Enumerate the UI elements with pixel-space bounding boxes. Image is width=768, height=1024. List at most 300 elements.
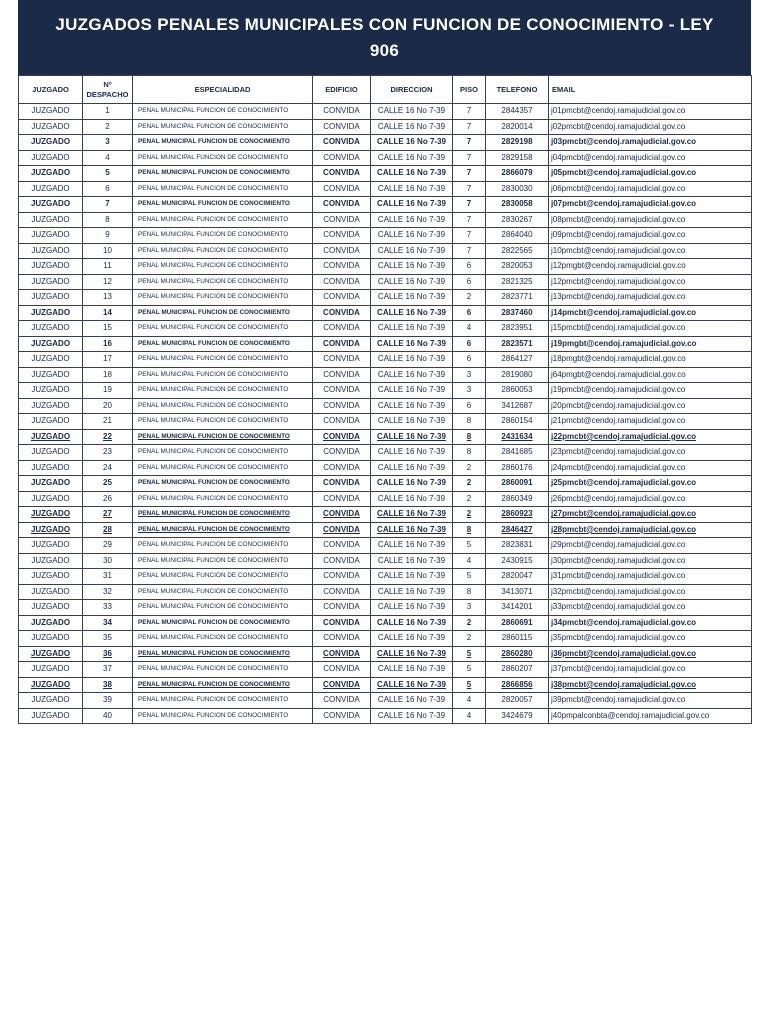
table-row — [19, 662, 752, 678]
table-row — [19, 429, 752, 445]
especialidad-cell: PENAL MUNICIPAL FUNCION DE CONOCIMIENTO — [133, 352, 313, 368]
table-row — [19, 507, 752, 523]
edificio-cell: CONVIDA — [313, 600, 371, 616]
email-cell: j40pmpalconbta@cendoj.ramajudicial.gov.co — [549, 708, 752, 724]
despacho-cell: 9 — [83, 228, 133, 244]
despacho-cell: 16 — [83, 336, 133, 352]
especialidad-cell: PENAL MUNICIPAL FUNCION DE CONOCIMIENTO — [133, 398, 313, 414]
direccion-cell: CALLE 16 No 7-39 — [371, 507, 453, 523]
juzgado-cell: JUZGADO — [19, 631, 83, 647]
especialidad-cell: PENAL MUNICIPAL FUNCION DE CONOCIMIENTO — [133, 414, 313, 430]
edificio-cell: CONVIDA — [313, 166, 371, 182]
direccion-cell: CALLE 16 No 7-39 — [371, 367, 453, 383]
despacho-cell: 34 — [83, 615, 133, 631]
telefono-cell: 2860091 — [486, 476, 549, 492]
direccion-cell: CALLE 16 No 7-39 — [371, 212, 453, 228]
juzgado-cell: JUZGADO — [19, 119, 83, 135]
telefono-cell: 2821325 — [486, 274, 549, 290]
especialidad-cell: PENAL MUNICIPAL FUNCION DE CONOCIMIENTO — [133, 569, 313, 585]
email-cell: j19pmcbt@cendoj.ramajudicial.gov.co — [549, 383, 752, 399]
direccion-cell: CALLE 16 No 7-39 — [371, 569, 453, 585]
email-cell: j02pmcbt@cendoj.ramajudicial.gov.co — [549, 119, 752, 135]
telefono-cell: 2830030 — [486, 181, 549, 197]
email-cell: j31pmcbt@cendoj.ramajudicial.gov.co — [549, 569, 752, 585]
despacho-cell: 7 — [83, 197, 133, 213]
piso-cell: 7 — [453, 243, 486, 259]
table-row — [19, 228, 752, 244]
juzgado-cell: JUZGADO — [19, 290, 83, 306]
despacho-cell: 20 — [83, 398, 133, 414]
especialidad-cell: PENAL MUNICIPAL FUNCION DE CONOCIMIENTO — [133, 181, 313, 197]
email-cell: j18pmgbt@cendoj.ramajudicial.gov.co — [549, 352, 752, 368]
table-body — [19, 104, 752, 724]
telefono-cell: 2830058 — [486, 197, 549, 213]
despacho-cell: 28 — [83, 522, 133, 538]
juzgado-cell: JUZGADO — [19, 166, 83, 182]
juzgado-cell: JUZGADO — [19, 569, 83, 585]
especialidad-cell: PENAL MUNICIPAL FUNCION DE CONOCIMIENTO — [133, 197, 313, 213]
edificio-cell: CONVIDA — [313, 321, 371, 337]
telefono-cell: 2846427 — [486, 522, 549, 538]
table-row — [19, 631, 752, 647]
especialidad-cell: PENAL MUNICIPAL FUNCION DE CONOCIMIENTO — [133, 367, 313, 383]
especialidad-cell: PENAL MUNICIPAL FUNCION DE CONOCIMIENTO — [133, 693, 313, 709]
piso-cell: 6 — [453, 336, 486, 352]
despacho-cell: 37 — [83, 662, 133, 678]
juzgado-cell: JUZGADO — [19, 135, 83, 151]
piso-cell: 2 — [453, 460, 486, 476]
especialidad-cell: PENAL MUNICIPAL FUNCION DE CONOCIMIENTO — [133, 228, 313, 244]
edificio-cell: CONVIDA — [313, 553, 371, 569]
direccion-cell: CALLE 16 No 7-39 — [371, 476, 453, 492]
direccion-cell: CALLE 16 No 7-39 — [371, 135, 453, 151]
juzgado-cell: JUZGADO — [19, 708, 83, 724]
telefono-cell: 2829198 — [486, 135, 549, 151]
direccion-cell: CALLE 16 No 7-39 — [371, 631, 453, 647]
email-cell: j07pmcbt@cendoj.ramajudicial.gov.co — [549, 197, 752, 213]
edificio-cell: CONVIDA — [313, 491, 371, 507]
piso-cell: 4 — [453, 708, 486, 724]
juzgado-cell: JUZGADO — [19, 352, 83, 368]
direccion-cell: CALLE 16 No 7-39 — [371, 445, 453, 461]
direccion-cell: CALLE 16 No 7-39 — [371, 615, 453, 631]
edificio-cell: CONVIDA — [313, 383, 371, 399]
edificio-cell: CONVIDA — [313, 507, 371, 523]
direccion-cell: CALLE 16 No 7-39 — [371, 522, 453, 538]
direccion-cell: CALLE 16 No 7-39 — [371, 243, 453, 259]
direccion-cell: CALLE 16 No 7-39 — [371, 259, 453, 275]
juzgado-cell: JUZGADO — [19, 584, 83, 600]
table-row — [19, 476, 752, 492]
juzgado-cell: JUZGADO — [19, 491, 83, 507]
piso-cell: 2 — [453, 476, 486, 492]
edificio-cell: CONVIDA — [313, 677, 371, 693]
telefono-cell: 2860349 — [486, 491, 549, 507]
table-row — [19, 336, 752, 352]
column-header: PISO — [453, 76, 486, 104]
especialidad-cell: PENAL MUNICIPAL FUNCION DE CONOCIMIENTO — [133, 522, 313, 538]
edificio-cell: CONVIDA — [313, 414, 371, 430]
despacho-cell: 21 — [83, 414, 133, 430]
telefono-cell: 2822565 — [486, 243, 549, 259]
juzgado-cell: JUZGADO — [19, 646, 83, 662]
table-row — [19, 569, 752, 585]
edificio-cell: CONVIDA — [313, 197, 371, 213]
direccion-cell: CALLE 16 No 7-39 — [371, 460, 453, 476]
edificio-cell: CONVIDA — [313, 305, 371, 321]
edificio-cell: CONVIDA — [313, 135, 371, 151]
juzgado-cell: JUZGADO — [19, 398, 83, 414]
table-row — [19, 445, 752, 461]
edificio-cell: CONVIDA — [313, 646, 371, 662]
despacho-cell: 33 — [83, 600, 133, 616]
piso-cell: 8 — [453, 584, 486, 600]
piso-cell: 7 — [453, 228, 486, 244]
especialidad-cell: PENAL MUNICIPAL FUNCION DE CONOCIMIENTO — [133, 104, 313, 120]
edificio-cell: CONVIDA — [313, 631, 371, 647]
telefono-cell: 2860923 — [486, 507, 549, 523]
piso-cell: 3 — [453, 383, 486, 399]
email-cell: j12pmgbt@cendoj.ramajudicial.gov.co — [549, 259, 752, 275]
piso-cell: 6 — [453, 352, 486, 368]
email-cell: j35pmcbt@cendoj.ramajudicial.gov.co — [549, 631, 752, 647]
piso-cell: 6 — [453, 259, 486, 275]
table-row — [19, 693, 752, 709]
table-row — [19, 321, 752, 337]
table-row — [19, 274, 752, 290]
piso-cell: 7 — [453, 135, 486, 151]
edificio-cell: CONVIDA — [313, 429, 371, 445]
edificio-cell: CONVIDA — [313, 150, 371, 166]
telefono-cell: 2823951 — [486, 321, 549, 337]
piso-cell: 2 — [453, 507, 486, 523]
direccion-cell: CALLE 16 No 7-39 — [371, 321, 453, 337]
juzgado-cell: JUZGADO — [19, 212, 83, 228]
direccion-cell: CALLE 16 No 7-39 — [371, 181, 453, 197]
email-cell: j21pmcbt@cendoj.ramajudicial.gov.co — [549, 414, 752, 430]
despacho-cell: 31 — [83, 569, 133, 585]
telefono-cell: 2860053 — [486, 383, 549, 399]
telefono-cell: 2860280 — [486, 646, 549, 662]
despacho-cell: 29 — [83, 538, 133, 554]
juzgado-cell: JUZGADO — [19, 259, 83, 275]
email-cell: j25pmcbt@cendoj.ramajudicial.gov.co — [549, 476, 752, 492]
piso-cell: 7 — [453, 212, 486, 228]
especialidad-cell: PENAL MUNICIPAL FUNCION DE CONOCIMIENTO — [133, 321, 313, 337]
table-row — [19, 553, 752, 569]
juzgado-cell: JUZGADO — [19, 429, 83, 445]
especialidad-cell: PENAL MUNICIPAL FUNCION DE CONOCIMIENTO — [133, 646, 313, 662]
edificio-cell: CONVIDA — [313, 352, 371, 368]
piso-cell: 3 — [453, 600, 486, 616]
email-cell: j14pmcbt@cendoj.ramajudicial.gov.co — [549, 305, 752, 321]
table-row — [19, 398, 752, 414]
piso-cell: 2 — [453, 290, 486, 306]
piso-cell: 7 — [453, 150, 486, 166]
especialidad-cell: PENAL MUNICIPAL FUNCION DE CONOCIMIENTO — [133, 212, 313, 228]
juzgado-cell: JUZGADO — [19, 522, 83, 538]
especialidad-cell: PENAL MUNICIPAL FUNCION DE CONOCIMIENTO — [133, 150, 313, 166]
piso-cell: 6 — [453, 305, 486, 321]
direccion-cell: CALLE 16 No 7-39 — [371, 119, 453, 135]
table-row — [19, 135, 752, 151]
despacho-cell: 22 — [83, 429, 133, 445]
especialidad-cell: PENAL MUNICIPAL FUNCION DE CONOCIMIENTO — [133, 491, 313, 507]
direccion-cell: CALLE 16 No 7-39 — [371, 646, 453, 662]
email-cell: j37pmcbt@cendoj.ramajudicial.gov.co — [549, 662, 752, 678]
piso-cell: 8 — [453, 429, 486, 445]
edificio-cell: CONVIDA — [313, 398, 371, 414]
table-row — [19, 491, 752, 507]
edificio-cell: CONVIDA — [313, 243, 371, 259]
despacho-cell: 18 — [83, 367, 133, 383]
edificio-cell: CONVIDA — [313, 336, 371, 352]
telefono-cell: 2866856 — [486, 677, 549, 693]
despacho-cell: 24 — [83, 460, 133, 476]
table-row — [19, 197, 752, 213]
email-cell: j15pmcbt@cendoj.ramajudicial.gov.co — [549, 321, 752, 337]
juzgado-cell: JUZGADO — [19, 243, 83, 259]
direccion-cell: CALLE 16 No 7-39 — [371, 538, 453, 554]
email-cell: j06pmcbt@cendoj.ramajudicial.gov.co — [549, 181, 752, 197]
piso-cell: 8 — [453, 414, 486, 430]
especialidad-cell: PENAL MUNICIPAL FUNCION DE CONOCIMIENTO — [133, 243, 313, 259]
piso-cell: 6 — [453, 398, 486, 414]
edificio-cell: CONVIDA — [313, 212, 371, 228]
juzgado-cell: JUZGADO — [19, 383, 83, 399]
telefono-cell: 2860154 — [486, 414, 549, 430]
especialidad-cell: PENAL MUNICIPAL FUNCION DE CONOCIMIENTO — [133, 274, 313, 290]
edificio-cell: CONVIDA — [313, 615, 371, 631]
telefono-cell: 2820053 — [486, 259, 549, 275]
direccion-cell: CALLE 16 No 7-39 — [371, 305, 453, 321]
direccion-cell: CALLE 16 No 7-39 — [371, 383, 453, 399]
despacho-cell: 17 — [83, 352, 133, 368]
telefono-cell: 2819080 — [486, 367, 549, 383]
juzgado-cell: JUZGADO — [19, 538, 83, 554]
direccion-cell: CALLE 16 No 7-39 — [371, 414, 453, 430]
piso-cell: 5 — [453, 646, 486, 662]
especialidad-cell: PENAL MUNICIPAL FUNCION DE CONOCIMIENTO — [133, 584, 313, 600]
telefono-cell: 2864127 — [486, 352, 549, 368]
table-row — [19, 305, 752, 321]
email-cell: j04pmcbt@cendoj.ramajudicial.gov.co — [549, 150, 752, 166]
telefono-cell: 2823571 — [486, 336, 549, 352]
especialidad-cell: PENAL MUNICIPAL FUNCION DE CONOCIMIENTO — [133, 119, 313, 135]
edificio-cell: CONVIDA — [313, 367, 371, 383]
table-row — [19, 460, 752, 476]
email-cell: j32pmcbt@cendoj.ramajudicial.gov.co — [549, 584, 752, 600]
juzgado-cell: JUZGADO — [19, 445, 83, 461]
despacho-cell: 40 — [83, 708, 133, 724]
juzgado-cell: JUZGADO — [19, 321, 83, 337]
edificio-cell: CONVIDA — [313, 274, 371, 290]
telefono-cell: 2823831 — [486, 538, 549, 554]
despacho-cell: 12 — [83, 274, 133, 290]
edificio-cell: CONVIDA — [313, 476, 371, 492]
email-cell: j39pmcbt@cendoj.ramajudicial.gov.co — [549, 693, 752, 709]
document-title: JUZGADOS PENALES MUNICIPALES CON FUNCION DE CONOCIMIENTO - LEY 906 — [55, 14, 714, 60]
juzgado-cell: JUZGADO — [19, 476, 83, 492]
especialidad-cell: PENAL MUNICIPAL FUNCION DE CONOCIMIENTO — [133, 631, 313, 647]
despacho-cell: 38 — [83, 677, 133, 693]
table-row — [19, 104, 752, 120]
edificio-cell: CONVIDA — [313, 181, 371, 197]
despacho-cell: 35 — [83, 631, 133, 647]
telefono-cell: 3412687 — [486, 398, 549, 414]
direccion-cell: CALLE 16 No 7-39 — [371, 677, 453, 693]
juzgado-cell: JUZGADO — [19, 615, 83, 631]
email-cell: j05pmcbt@cendoj.ramajudicial.gov.co — [549, 166, 752, 182]
despacho-cell: 36 — [83, 646, 133, 662]
email-cell: j26pmcbt@cendoj.ramajudicial.gov.co — [549, 491, 752, 507]
telefono-cell: 2820047 — [486, 569, 549, 585]
telefono-cell: 2860691 — [486, 615, 549, 631]
telefono-cell: 2431634 — [486, 429, 549, 445]
telefono-cell: 2830267 — [486, 212, 549, 228]
juzgado-cell: JUZGADO — [19, 228, 83, 244]
juzgado-cell: JUZGADO — [19, 150, 83, 166]
direccion-cell: CALLE 16 No 7-39 — [371, 553, 453, 569]
edificio-cell: CONVIDA — [313, 569, 371, 585]
direccion-cell: CALLE 16 No 7-39 — [371, 197, 453, 213]
piso-cell: 7 — [453, 119, 486, 135]
piso-cell: 2 — [453, 631, 486, 647]
piso-cell: 5 — [453, 569, 486, 585]
telefono-cell: 2866079 — [486, 166, 549, 182]
telefono-cell: 2823771 — [486, 290, 549, 306]
especialidad-cell: PENAL MUNICIPAL FUNCION DE CONOCIMIENTO — [133, 336, 313, 352]
edificio-cell: CONVIDA — [313, 538, 371, 554]
table-row — [19, 367, 752, 383]
table-row — [19, 615, 752, 631]
despacho-cell: 19 — [83, 383, 133, 399]
table-header-row — [19, 76, 752, 104]
table-row — [19, 584, 752, 600]
juzgado-cell: JUZGADO — [19, 507, 83, 523]
direccion-cell: CALLE 16 No 7-39 — [371, 398, 453, 414]
direccion-cell: CALLE 16 No 7-39 — [371, 491, 453, 507]
piso-cell: 2 — [453, 491, 486, 507]
piso-cell: 4 — [453, 321, 486, 337]
email-cell: j27pmcbt@cendoj.ramajudicial.gov.co — [549, 507, 752, 523]
especialidad-cell: PENAL MUNICIPAL FUNCION DE CONOCIMIENTO — [133, 662, 313, 678]
especialidad-cell: PENAL MUNICIPAL FUNCION DE CONOCIMIENTO — [133, 166, 313, 182]
table-row — [19, 600, 752, 616]
edificio-cell: CONVIDA — [313, 460, 371, 476]
direccion-cell: CALLE 16 No 7-39 — [371, 352, 453, 368]
piso-cell: 4 — [453, 553, 486, 569]
piso-cell: 8 — [453, 522, 486, 538]
despacho-cell: 39 — [83, 693, 133, 709]
column-header: DIRECCION — [371, 76, 453, 104]
piso-cell: 5 — [453, 538, 486, 554]
especialidad-cell: PENAL MUNICIPAL FUNCION DE CONOCIMIENTO — [133, 553, 313, 569]
email-cell: j19pmgbt@cendoj.ramajudicial.gov.co — [549, 336, 752, 352]
juzgado-cell: JUZGADO — [19, 336, 83, 352]
column-header: EDIFICIO — [313, 76, 371, 104]
juzgado-cell: JUZGADO — [19, 460, 83, 476]
direccion-cell: CALLE 16 No 7-39 — [371, 290, 453, 306]
table-row — [19, 290, 752, 306]
especialidad-cell: PENAL MUNICIPAL FUNCION DE CONOCIMIENTO — [133, 600, 313, 616]
juzgado-cell: JUZGADO — [19, 181, 83, 197]
especialidad-cell: PENAL MUNICIPAL FUNCION DE CONOCIMIENTO — [133, 615, 313, 631]
table-row — [19, 383, 752, 399]
especialidad-cell: PENAL MUNICIPAL FUNCION DE CONOCIMIENTO — [133, 135, 313, 151]
edificio-cell: CONVIDA — [313, 445, 371, 461]
juzgado-cell: JUZGADO — [19, 677, 83, 693]
especialidad-cell: PENAL MUNICIPAL FUNCION DE CONOCIMIENTO — [133, 445, 313, 461]
telefono-cell: 2820014 — [486, 119, 549, 135]
despacho-cell: 6 — [83, 181, 133, 197]
table-row — [19, 212, 752, 228]
table-row — [19, 646, 752, 662]
email-cell: j03pmcbt@cendoj.ramajudicial.gov.co — [549, 135, 752, 151]
edificio-cell: CONVIDA — [313, 693, 371, 709]
especialidad-cell: PENAL MUNICIPAL FUNCION DE CONOCIMIENTO — [133, 708, 313, 724]
column-header: ESPECIALIDAD — [133, 76, 313, 104]
telefono-cell: 3414201 — [486, 600, 549, 616]
juzgado-cell: JUZGADO — [19, 662, 83, 678]
direccion-cell: CALLE 16 No 7-39 — [371, 708, 453, 724]
edificio-cell: CONVIDA — [313, 290, 371, 306]
email-cell: j22pmcbt@cendoj.ramajudicial.gov.co — [549, 429, 752, 445]
table-row — [19, 150, 752, 166]
juzgados-table — [18, 75, 752, 724]
juzgado-cell: JUZGADO — [19, 553, 83, 569]
direccion-cell: CALLE 16 No 7-39 — [371, 693, 453, 709]
piso-cell: 7 — [453, 166, 486, 182]
edificio-cell: CONVIDA — [313, 119, 371, 135]
juzgado-cell: JUZGADO — [19, 104, 83, 120]
direccion-cell: CALLE 16 No 7-39 — [371, 429, 453, 445]
despacho-cell: 15 — [83, 321, 133, 337]
telefono-cell: 2860115 — [486, 631, 549, 647]
email-cell: j38pmcbt@cendoj.ramajudicial.gov.co — [549, 677, 752, 693]
piso-cell: 8 — [453, 445, 486, 461]
edificio-cell: CONVIDA — [313, 584, 371, 600]
especialidad-cell: PENAL MUNICIPAL FUNCION DE CONOCIMIENTO — [133, 290, 313, 306]
direccion-cell: CALLE 16 No 7-39 — [371, 662, 453, 678]
column-header: Nº DESPACHO — [83, 76, 133, 104]
despacho-cell: 25 — [83, 476, 133, 492]
email-cell: j01pmcbt@cendoj.ramajudicial.gov.co — [549, 104, 752, 120]
especialidad-cell: PENAL MUNICIPAL FUNCION DE CONOCIMIENTO — [133, 460, 313, 476]
email-cell: j23pmcbt@cendoj.ramajudicial.gov.co — [549, 445, 752, 461]
despacho-cell: 27 — [83, 507, 133, 523]
table-row — [19, 259, 752, 275]
email-cell: j08pmcbt@cendoj.ramajudicial.gov.co — [549, 212, 752, 228]
despacho-cell: 5 — [83, 166, 133, 182]
table-row — [19, 352, 752, 368]
direccion-cell: CALLE 16 No 7-39 — [371, 228, 453, 244]
edificio-cell: CONVIDA — [313, 662, 371, 678]
edificio-cell: CONVIDA — [313, 522, 371, 538]
juzgado-cell: JUZGADO — [19, 414, 83, 430]
email-cell: j64pmgbt@cendoj.ramajudicial.gov.co — [549, 367, 752, 383]
email-cell: j24pmcbt@cendoj.ramajudicial.gov.co — [549, 460, 752, 476]
email-cell: j20pmcbt@cendoj.ramajudicial.gov.co — [549, 398, 752, 414]
despacho-cell: 13 — [83, 290, 133, 306]
despacho-cell: 11 — [83, 259, 133, 275]
telefono-cell: 2837460 — [486, 305, 549, 321]
piso-cell: 7 — [453, 104, 486, 120]
table-row — [19, 708, 752, 724]
email-cell: j29pmcbt@cendoj.ramajudicial.gov.co — [549, 538, 752, 554]
telefono-cell: 2841685 — [486, 445, 549, 461]
table-row — [19, 119, 752, 135]
